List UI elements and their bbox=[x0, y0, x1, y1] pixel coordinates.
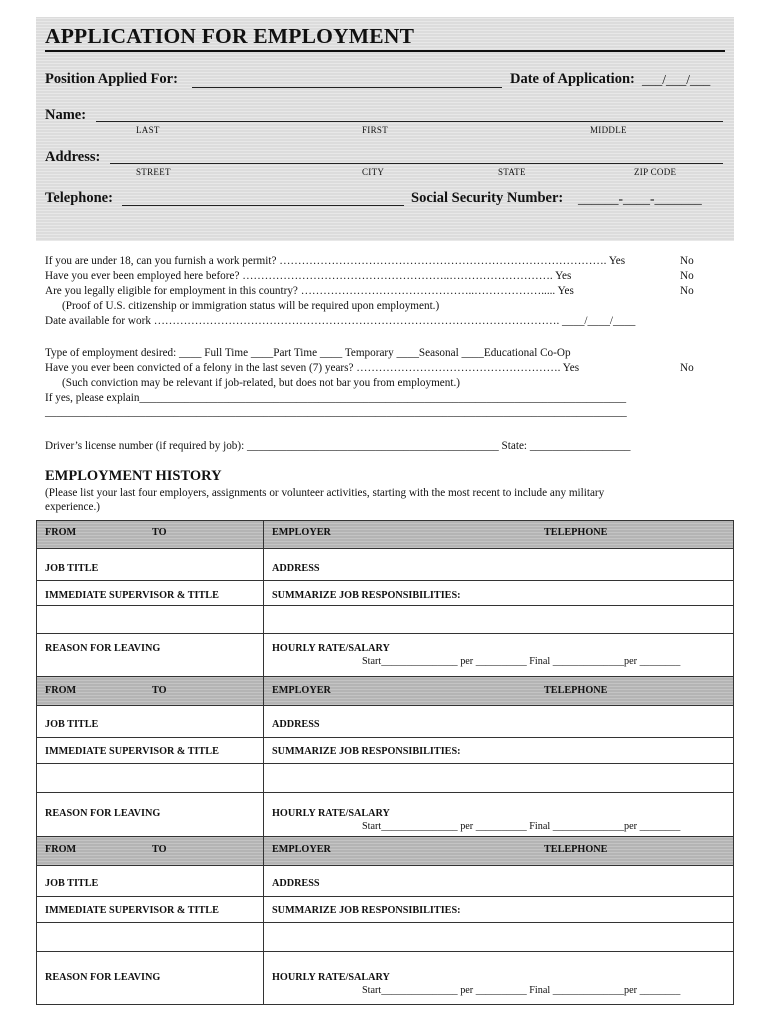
block2-reason-label: REASON FOR LEAVING bbox=[45, 808, 161, 819]
question-felony-no[interactable]: No bbox=[680, 362, 694, 374]
name-sub-middle: MIDDLE bbox=[590, 125, 627, 135]
block1-from-label: FROM bbox=[45, 527, 77, 538]
table-line bbox=[36, 922, 734, 923]
block1-employer-label: EMPLOYER bbox=[272, 527, 331, 538]
block1-job-title-label: JOB TITLE bbox=[45, 563, 99, 574]
table-line bbox=[36, 737, 734, 738]
block1-start-final-line[interactable]: Start_______________ per __________ Final ______________per ________ bbox=[362, 656, 681, 667]
block3-employer-label: EMPLOYER bbox=[272, 844, 331, 855]
question-work-permit: If you are under 18, can you furnish a work permit? ……………………………………………………………………………. Yes bbox=[45, 255, 626, 267]
block3-rate-label: HOURLY RATE/SALARY bbox=[272, 972, 390, 983]
block2-telephone-label: TELEPHONE bbox=[544, 685, 608, 696]
block2-summarize-label: SUMMARIZE JOB RESPONSIBILITIES: bbox=[272, 746, 461, 757]
table-line bbox=[36, 548, 734, 549]
block2-address-label: ADDRESS bbox=[272, 719, 320, 730]
block1-rate-label: HOURLY RATE/SALARY bbox=[272, 643, 390, 654]
table-line bbox=[36, 836, 734, 837]
block2-from-label: FROM bbox=[45, 685, 77, 696]
block3-job-title-label: JOB TITLE bbox=[45, 878, 99, 889]
address-field[interactable] bbox=[110, 163, 723, 164]
table-line bbox=[36, 792, 734, 793]
table-line bbox=[36, 580, 734, 581]
block2-employer-label: EMPLOYER bbox=[272, 685, 331, 696]
ssn-label: Social Security Number: bbox=[411, 190, 564, 206]
block1-header-row bbox=[36, 520, 734, 548]
date-label: Date of Application: bbox=[510, 71, 635, 87]
felony-explain: If yes, please explain_______________________________________________________________________________________ bbox=[45, 392, 627, 404]
address-label: Address: bbox=[45, 149, 101, 165]
table-line bbox=[36, 763, 734, 764]
table-top-line bbox=[36, 520, 734, 521]
felony-note: (Such conviction may be relevant if job-related, but does not bar you from employment.) bbox=[62, 377, 460, 389]
table-line bbox=[36, 605, 734, 606]
block3-supervisor-label: IMMEDIATE SUPERVISOR & TITLE bbox=[45, 905, 219, 916]
block2-rate-label: HOURLY RATE/SALARY bbox=[272, 808, 390, 819]
block3-body bbox=[36, 865, 734, 1005]
block1-to-label: TO bbox=[152, 527, 167, 538]
block3-to-label: TO bbox=[152, 844, 167, 855]
table-bottom-line bbox=[36, 1004, 734, 1005]
block1-address-label: ADDRESS bbox=[272, 563, 320, 574]
history-title: EMPLOYMENT HISTORY bbox=[45, 468, 222, 484]
question-employed-before: Have you ever been employed here before? ………………………………………………..………………………. Yes bbox=[45, 270, 572, 282]
history-note-line1: (Please list your last four employers, assignments or volunteer activities, starting with the most recent to include any military bbox=[45, 487, 605, 499]
question-eligible-no[interactable]: No bbox=[680, 285, 694, 297]
question-eligible: Are you legally eligible for employment in this country? ………………………………………..………………..... Yes bbox=[45, 285, 574, 297]
question-date-available: Date available for work ………………………………………………………………………………………………. ____/____/____ bbox=[45, 315, 636, 327]
block2-start-final-line[interactable]: Start_______________ per __________ Final ______________per ________ bbox=[362, 821, 681, 832]
telephone-field[interactable] bbox=[122, 205, 404, 206]
table-line bbox=[36, 676, 734, 677]
name-label: Name: bbox=[45, 107, 87, 123]
question-employed-before-no[interactable]: No bbox=[680, 270, 694, 282]
eligibility-note: (Proof of U.S. citizenship or immigration status will be required upon employment.) bbox=[62, 300, 440, 312]
ssn-field[interactable]: ______-____-_______ bbox=[578, 191, 702, 206]
position-label: Position Applied For: bbox=[45, 71, 178, 87]
question-felony: Have you ever been convicted of a felony in the last seven (7) years? ………………………………………………. Yes bbox=[45, 362, 580, 374]
block1-telephone-label: TELEPHONE bbox=[544, 527, 608, 538]
address-sub-city: CITY bbox=[362, 167, 385, 177]
table-line bbox=[36, 951, 734, 952]
block3-header-row bbox=[36, 836, 734, 865]
block3-from-label: FROM bbox=[45, 844, 77, 855]
name-sub-last: LAST bbox=[136, 125, 160, 135]
telephone-label: Telephone: bbox=[45, 190, 113, 206]
table-line bbox=[36, 633, 734, 634]
table-line bbox=[36, 705, 734, 706]
table-line bbox=[36, 865, 734, 866]
history-note-line2: experience.) bbox=[45, 501, 100, 513]
block2-to-label: TO bbox=[152, 685, 167, 696]
name-sub-first: FIRST bbox=[362, 125, 389, 135]
title-rule bbox=[45, 50, 725, 52]
employment-type-line: Type of employment desired: ____ Full Time ____Part Time ____ Temporary ____Seasonal ____Educational Co-Op bbox=[45, 347, 571, 359]
name-field[interactable] bbox=[96, 121, 723, 122]
felony-explain-line2[interactable]: ________________________________________________________________________________________________________ bbox=[45, 406, 627, 418]
address-sub-zip: ZIP CODE bbox=[634, 167, 677, 177]
block3-telephone-label: TELEPHONE bbox=[544, 844, 608, 855]
table-column-divider bbox=[263, 520, 264, 1005]
table-line bbox=[36, 896, 734, 897]
block1-reason-label: REASON FOR LEAVING bbox=[45, 643, 161, 654]
block3-summarize-label: SUMMARIZE JOB RESPONSIBILITIES: bbox=[272, 905, 461, 916]
block3-start-final-line[interactable]: Start_______________ per __________ Final ______________per ________ bbox=[362, 985, 681, 996]
address-sub-street: STREET bbox=[136, 167, 171, 177]
block1-summarize-label: SUMMARIZE JOB RESPONSIBILITIES: bbox=[272, 590, 461, 601]
form-title: APPLICATION FOR EMPLOYMENT bbox=[45, 24, 415, 48]
block1-supervisor-label: IMMEDIATE SUPERVISOR & TITLE bbox=[45, 590, 219, 601]
date-field[interactable]: ___/___/___ bbox=[642, 72, 711, 87]
block3-reason-label: REASON FOR LEAVING bbox=[45, 972, 161, 983]
block2-supervisor-label: IMMEDIATE SUPERVISOR & TITLE bbox=[45, 746, 219, 757]
position-field[interactable] bbox=[192, 87, 502, 88]
drivers-license-line: Driver’s license number (if required by job): _____________________________________________ State: __________________ bbox=[45, 440, 631, 452]
question-work-permit-no[interactable]: No bbox=[680, 255, 694, 267]
block3-address-label: ADDRESS bbox=[272, 878, 320, 889]
address-sub-state: STATE bbox=[498, 167, 526, 177]
block2-header-row bbox=[36, 676, 734, 705]
block2-job-title-label: JOB TITLE bbox=[45, 719, 99, 730]
